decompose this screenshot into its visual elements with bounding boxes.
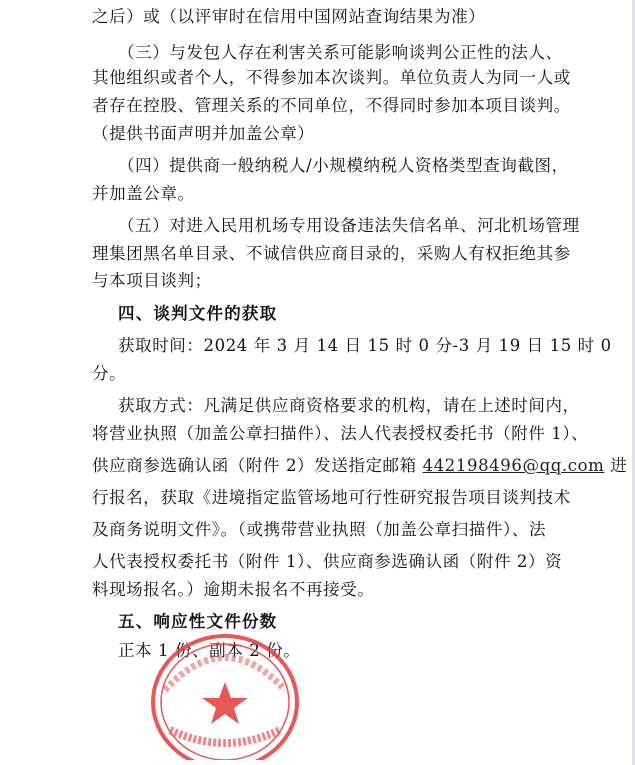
text-line: 人代表授权委托书（附件 1）、供应商参选确认函（附件 2）资: [92, 552, 563, 571]
text-line: [92, 455, 627, 477]
text-line: （五）对进入民用机场专用设备违法失信名单、河北机场管理: [118, 216, 580, 235]
text-line: 料现场报名。）逾期未报名不再接受。: [92, 580, 375, 599]
text-line: 获取方式：凡满足供应商资格要求的机构，请在上述时间内，: [118, 396, 580, 415]
text-line: 行报名，获取《进境指定监管场地可行性研究报告项目谈判技术: [92, 488, 571, 507]
text-line: 其他组织或者个人，不得参加本次谈判。单位负责人为同一人或: [92, 68, 571, 87]
star-icon: [202, 682, 248, 724]
email-link[interactable]: 442198496@qq.com: [422, 456, 605, 475]
section-heading: 五、响应性文件份数: [118, 612, 278, 631]
text-line: 将营业执照（加盖公章扫描件）、法人代表授权委托书（附件 1）、: [92, 424, 589, 443]
section-heading: 四、谈判文件的获取: [118, 304, 278, 323]
text-line: 之后）或（以评审时在信用中国网站查询结果为准）: [92, 7, 486, 26]
text-line: 并加盖公章。: [92, 184, 195, 203]
text-line: 与本项目谈判；: [92, 271, 212, 290]
text-line: （提供书面声明并加盖公章）: [92, 124, 315, 143]
text-line: （四）提供商一般纳税人/小规模纳税人资格类型查询截图，: [118, 156, 569, 175]
text-line: 获取时间：2024 年 3 月 14 日 15 时 0 分-3 月 19 日 15 时 0: [118, 336, 612, 355]
text-line: （三）与发包人存在利害关系可能影响谈判公正性的法人、: [118, 43, 563, 62]
text-line: 及商务说明文件》。（或携带营业执照（加盖公章扫描件）、法: [92, 520, 547, 539]
text-line: 分。: [92, 364, 127, 383]
text-line: 正本 1 份、副本 2 份。: [118, 641, 301, 660]
official-seal: [130, 630, 310, 760]
text-line: 理集团黑名单目录、不诚信供应商目录的，采购人有权拒绝其参: [92, 244, 571, 263]
text-segment: 供应商参选确认函（附件 2）发送指定邮箱: [92, 456, 423, 475]
text-segment: 进: [604, 456, 628, 475]
text-line: 者存在控股、管理关系的不同单位，不得同时参加本项目谈判。: [92, 96, 571, 115]
